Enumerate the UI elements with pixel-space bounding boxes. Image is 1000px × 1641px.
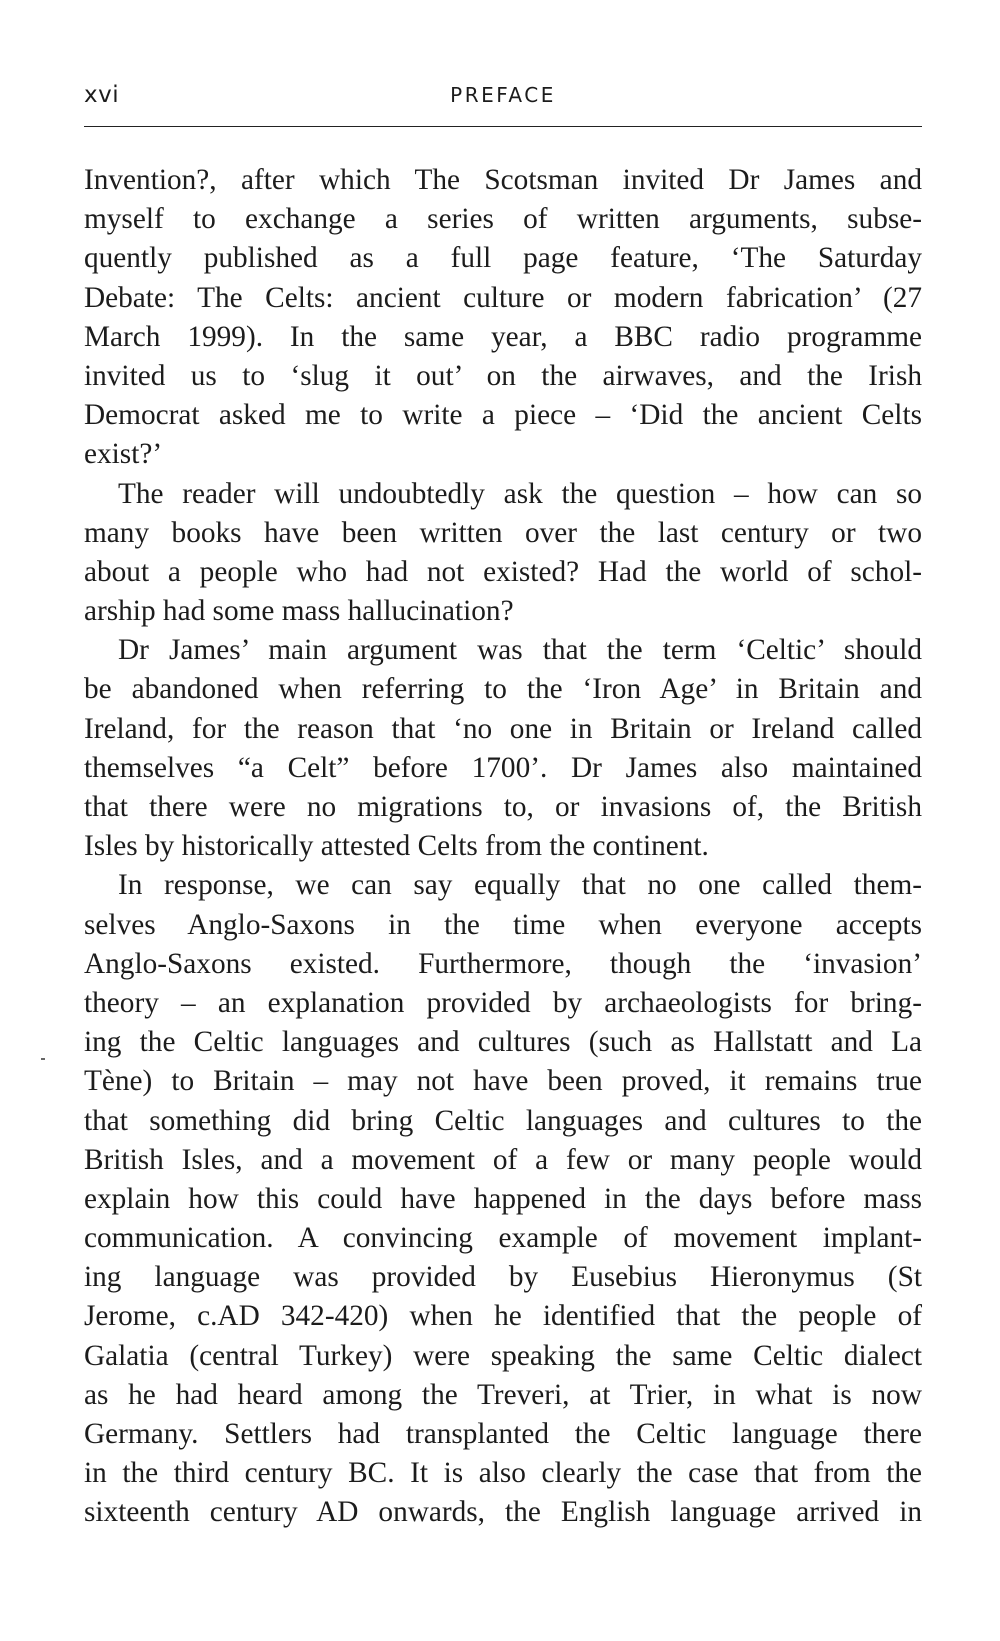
text-line: myself to exchange a series of written arguments, subse-	[84, 203, 922, 236]
text-line: theory – an explanation provided by archaeologists for bring-	[84, 986, 922, 1019]
text-line: arship had some mass hallucination?	[84, 595, 514, 628]
text-line: Ireland, for the reason that ‘no one in Britain or Ireland called	[84, 712, 922, 745]
text-line: communication. A convincing example of movement implant-	[84, 1222, 922, 1255]
text-line: that something did bring Celtic languages and cultures to the	[84, 1104, 922, 1137]
text-line: ing language was provided by Eusebius Hieronymus (St	[84, 1261, 922, 1294]
text-line: Isles by historically attested Celts from the continent.	[84, 830, 709, 863]
text-line: Anglo-Saxons existed. Furthermore, though the ‘invasion’	[84, 947, 922, 980]
text-line: Debate: The Celts: ancient culture or modern fabrication’ (27	[84, 281, 922, 314]
text-line: about a people who had not existed? Had the world of schol-	[84, 555, 922, 588]
text-line: Invention?, after which The Scotsman invited Dr James and	[84, 164, 922, 196]
text-line: The reader will undoubtedly ask the question – how can so	[118, 477, 922, 510]
text-line: Galatia (central Turkey) were speaking the same Celtic dialect	[84, 1339, 922, 1372]
section-title: PREFACE	[450, 83, 556, 107]
text-line: British Isles, and a movement of a few or many people would	[84, 1143, 922, 1176]
text-line: many books have been written over the last century or two	[84, 516, 922, 549]
text-line: March 1999). In the same year, a BBC radio programme	[84, 320, 922, 353]
text-line: as he had heard among the Treveri, at Trier, in what is now	[84, 1378, 922, 1411]
text-line: quently published as a full page feature, ‘The Saturday	[84, 242, 922, 275]
text-line: Tène) to Britain – may not have been proved, it remains true	[84, 1065, 922, 1098]
text-line: that there were no migrations to, or invasions of, the British	[84, 791, 922, 823]
text-line: in the third century BC. It is also clearly the case that from the	[84, 1457, 922, 1490]
running-head	[84, 82, 922, 112]
text-line: explain how this could have happened in the days before mass	[84, 1182, 922, 1215]
text-line: themselves “a Celt” before 1700’. Dr James also maintained	[84, 751, 922, 784]
text-line: invited us to ‘slug it out’ on the airwaves, and the Irish	[84, 359, 922, 392]
header-rule	[84, 126, 922, 127]
body-text	[84, 161, 922, 1533]
text-line: Germany. Settlers had transplanted the Celtic language there	[84, 1418, 922, 1450]
text-line: Democrat asked me to write a piece – ‘Did the ancient Celts	[84, 399, 922, 432]
text-line: sixteenth century AD onwards, the English language arrived in	[84, 1496, 922, 1529]
text-line: Jerome, c.AD 342-420) when he identified that the people of	[84, 1300, 922, 1333]
text-line: selves Anglo-Saxons in the time when everyone accepts	[84, 908, 922, 941]
margin-mark	[41, 1058, 45, 1060]
text-line: be abandoned when referring to the ‘Iron Age’ in Britain and	[84, 673, 922, 706]
page-number: xvi	[84, 82, 120, 108]
text-line: Dr James’ main argument was that the term ‘Celtic’ should	[118, 634, 922, 667]
text-line: exist?’	[84, 438, 163, 471]
text-line: In response, we can say equally that no one called them-	[118, 869, 922, 902]
text-line: ing the Celtic languages and cultures (such as Hallstatt and La	[84, 1026, 922, 1059]
